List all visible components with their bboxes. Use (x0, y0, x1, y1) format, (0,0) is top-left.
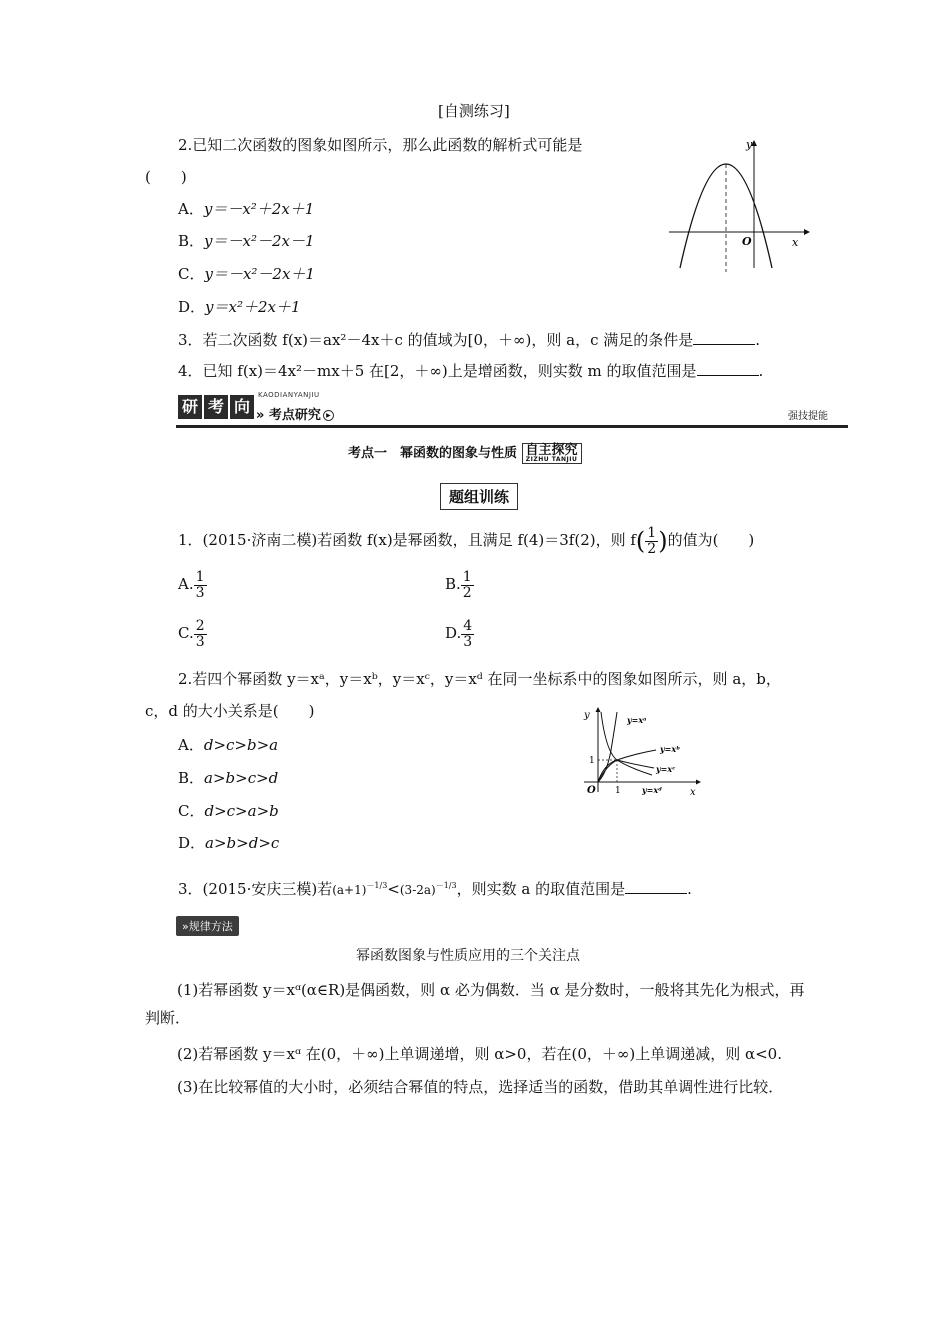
method-title: 幂函数图象与性质应用的三个关注点 (356, 948, 580, 964)
q4-answer-blank[interactable] (697, 363, 759, 376)
p1-option-b[interactable]: B. $\frac{1}{2}$ (445, 569, 472, 601)
p2-option-a[interactable]: A．d>c>b>a (178, 736, 279, 754)
y-axis-label: y (584, 710, 590, 721)
p1-option-a[interactable]: A. $\frac{1}{3}$ (178, 569, 205, 601)
label-curve-d: y=xᵈ (642, 785, 663, 795)
y-axis-label: y (746, 138, 753, 151)
banner-box-2: 考 (204, 395, 228, 419)
x-axis-label: x (792, 236, 799, 249)
curve-a (598, 712, 617, 782)
parabola-graph (664, 136, 814, 274)
origin-label: O (742, 235, 752, 248)
curve-c (598, 760, 654, 782)
y-axis-arrow-icon (596, 707, 601, 712)
zizhu-tag: 自主探究 ZIZHU TANJIU (522, 443, 582, 464)
method-item-1: (1)若幂函数 y＝xᵅ(α∈R)是偶函数，则 α 必为偶数．当 α 是分数时，一般将其先化为根式，再判断． (145, 981, 805, 1027)
p2-option-b[interactable]: B．a>b>c>d (178, 769, 279, 787)
section-banner (176, 389, 848, 428)
p3-exponent-1: －1/3 (366, 881, 388, 890)
x-axis-label: x (690, 787, 696, 798)
method-item-2: (2)若幂函数 y＝xᵅ 在(0，＋∞)上单调递增，则 α>0，若在(0，＋∞)上单调递减，则 α<0. (177, 1045, 782, 1063)
p1-option-c[interactable]: C. $\frac{2}{3}$ (178, 618, 205, 650)
method-button[interactable]: »规律方法 (176, 916, 239, 936)
play-icon: ▶ (323, 410, 334, 421)
banner-boxes (178, 395, 254, 419)
banner-right-label: 强技提能 (788, 411, 828, 422)
p2-option-d[interactable]: D．a>b>d>c (178, 834, 280, 852)
origin-label: O (587, 785, 596, 796)
label-curve-c: y=xᶜ (656, 764, 676, 774)
power-function-graph (574, 704, 708, 800)
p3-exponent-2: －1/3 (435, 881, 457, 890)
q2-paren: ( ) (145, 168, 187, 186)
x-axis-arrow-icon (804, 229, 810, 235)
banner-subtitle: KAODIANYANJIU (258, 391, 320, 399)
q2-stem: 2.已知二次函数的图象如图所示，那么此函数的解析式可能是 (178, 136, 583, 154)
banner-main: » 考点研究 ▶ (256, 404, 334, 423)
curve-b (598, 750, 656, 782)
p2-line1: 2.若四个幂函数 y＝xᵃ，y＝xᵇ，y＝xᶜ，y＝xᵈ 在同一坐标系中的图象如图所示，则 a，b， (178, 670, 781, 688)
banner-box-1: 研 (178, 395, 202, 419)
p3-answer-blank[interactable] (625, 881, 687, 894)
label-curve-a: y=xᵃ (627, 715, 647, 725)
q3-answer-blank[interactable] (693, 332, 755, 345)
method-item-3: (3)在比较幂值的大小时，必须结合幂值的特点，选择适当的函数，借助其单调性进行比较． (177, 1078, 784, 1096)
x-axis-arrow-icon (696, 780, 701, 785)
p1-option-d[interactable]: D. $\frac{4}{3}$ (445, 618, 473, 650)
banner-box-3: 向 (230, 395, 254, 419)
group-title: 题组训练 (440, 483, 518, 510)
label-curve-b: y=xᵇ (660, 744, 681, 754)
p3-stem: 3．(2015·安庆三模)若$(a+1)^{-1/3}<(3-2a)^{-1/3}$，则实数 a 的取值范围是 . (178, 880, 692, 898)
p1-stem: 1．(2015·济南二模)若函数 f(x)是幂函数，且满足 f(4)＝3f(2)，则 f( $\frac{1}{2}$ )的值为( ) (178, 525, 755, 557)
q2-option-b[interactable]: B．y＝－x²－2x－1 (178, 232, 315, 250)
tick-x-1: 1 (615, 786, 621, 796)
q2-option-a[interactable]: A．y＝－x²＋2x＋1 (178, 200, 315, 218)
section-title: [自测练习] (438, 102, 510, 120)
kaodian-heading: 考点一 幂函数的图象与性质 自主探究 ZIZHU TANJIU (348, 442, 582, 464)
p2-option-c[interactable]: C．d>c>a>b (178, 802, 279, 820)
q2-option-c[interactable]: C．y＝－x²－2x＋1 (178, 265, 315, 283)
p2-line2: c，d 的大小关系是( ) (145, 702, 315, 720)
q4-line: 4．已知 f(x)＝4x²－mx＋5 在[2，＋∞)上是增函数，则实数 m 的取值范围是 . (178, 362, 764, 380)
q2-option-d[interactable]: D．y＝x²＋2x＋1 (178, 298, 301, 316)
q3-line: 3．若二次函数 f(x)＝ax²－4x＋c 的值域为[0，＋∞)，则 a，c 满足的条件是 . (178, 331, 761, 349)
tick-y-1: 1 (589, 756, 595, 766)
